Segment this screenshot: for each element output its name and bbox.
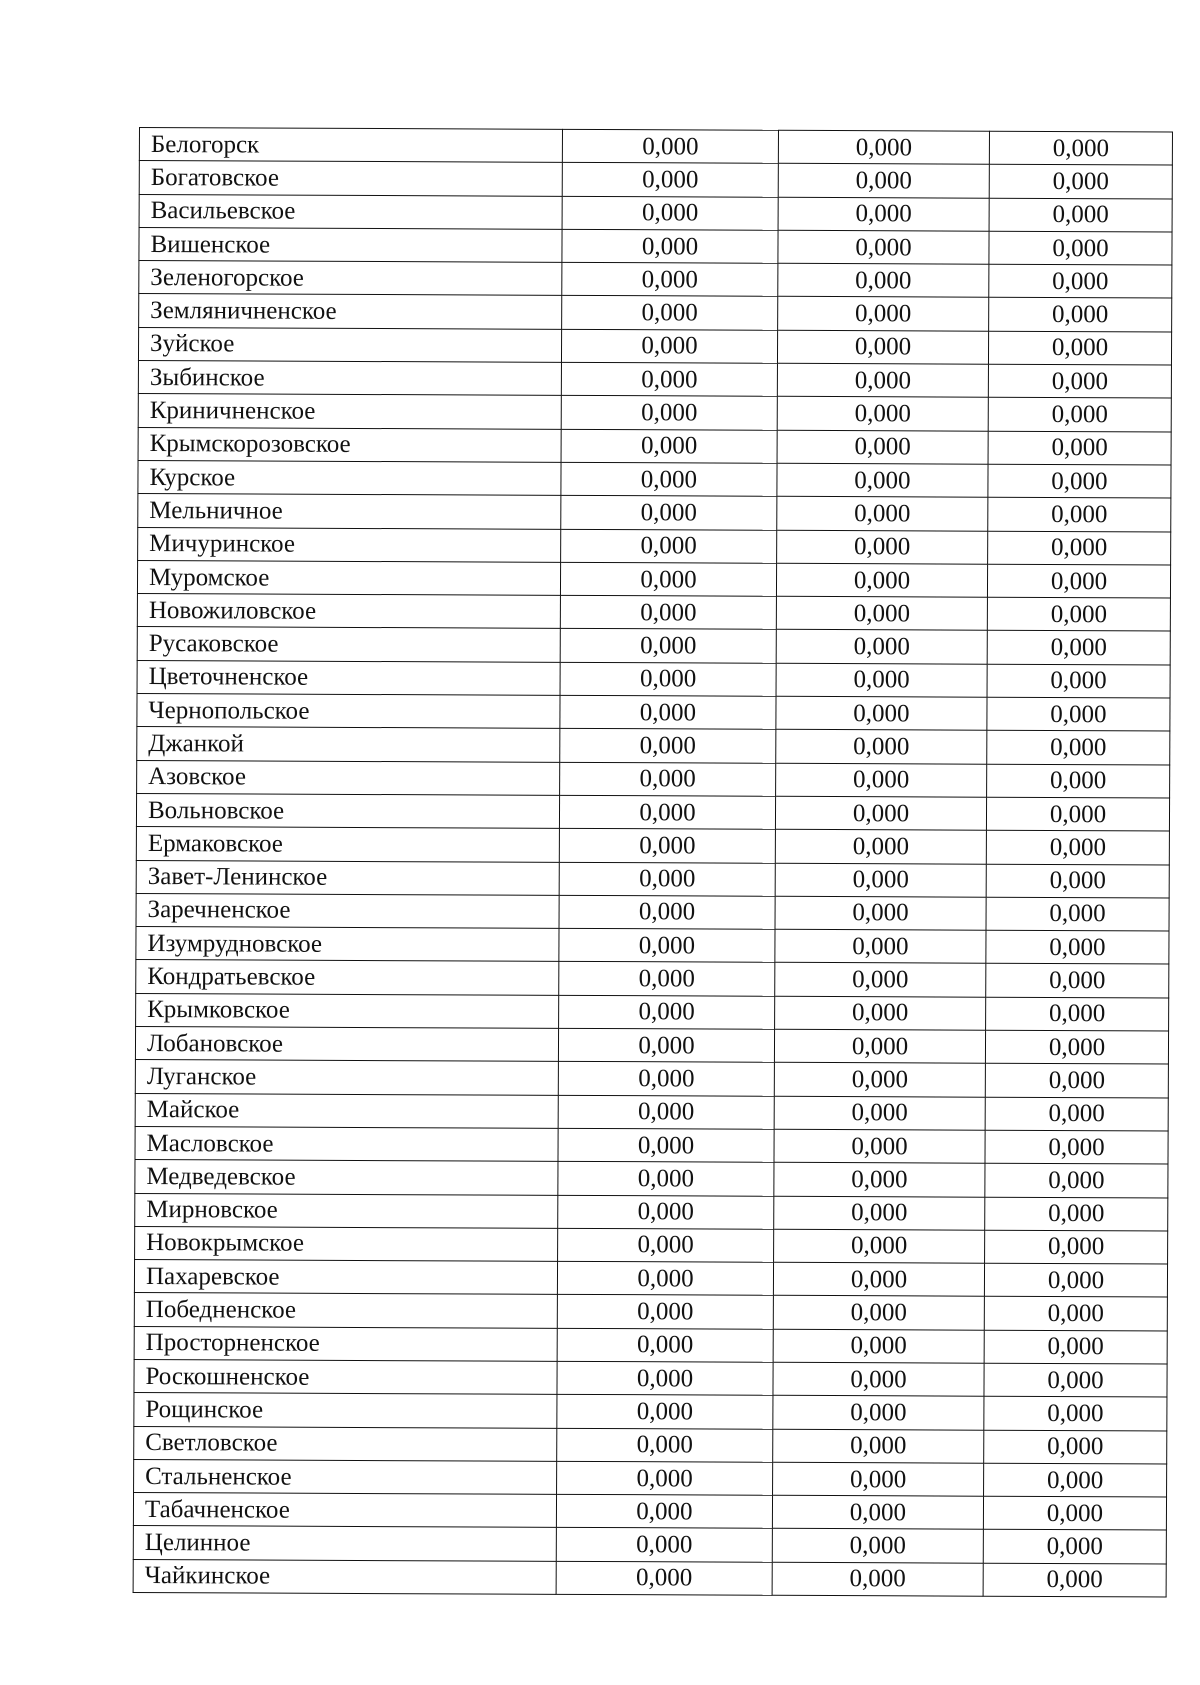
value-cell-1: 0,000	[556, 1528, 772, 1562]
value-cell-1: 0,000	[561, 362, 777, 396]
settlement-name-cell: Муромское	[137, 560, 560, 595]
value-cell-2: 0,000	[778, 230, 989, 264]
table-row	[137, 727, 1170, 765]
value-cell-1: 0,000	[560, 595, 776, 629]
settlement-name-cell: Луганское	[135, 1060, 558, 1095]
table-body	[133, 128, 1172, 1598]
settlement-name-cell: Белогорск	[139, 128, 562, 163]
table-row	[139, 194, 1172, 232]
value-cell-3: 0,000	[984, 1396, 1167, 1430]
settlement-name-cell: Майское	[135, 1093, 558, 1128]
settlement-name-cell: Кондратьевское	[136, 960, 559, 995]
table-row	[133, 1526, 1166, 1564]
value-cell-2: 0,000	[776, 696, 987, 730]
value-cell-2: 0,000	[774, 1196, 985, 1230]
table-row	[137, 560, 1170, 598]
value-cell-1: 0,000	[559, 995, 775, 1029]
value-cell-3: 0,000	[987, 564, 1170, 598]
settlement-name-cell: Чернопольское	[137, 694, 560, 729]
settlement-name-cell: Азовское	[137, 760, 560, 795]
table-row	[139, 294, 1172, 332]
table-row	[133, 1559, 1166, 1597]
value-cell-3: 0,000	[988, 398, 1171, 432]
table-row	[139, 261, 1172, 299]
table-row	[138, 527, 1171, 565]
value-cell-3: 0,000	[983, 1496, 1166, 1530]
value-cell-1: 0,000	[557, 1261, 773, 1295]
data-table	[133, 127, 1173, 1598]
value-cell-1: 0,000	[559, 928, 775, 962]
table-row	[135, 1060, 1168, 1098]
value-cell-1: 0,000	[561, 529, 777, 563]
table-row	[136, 860, 1169, 898]
value-cell-3: 0,000	[988, 497, 1171, 531]
value-cell-3: 0,000	[985, 1030, 1168, 1064]
value-cell-3: 0,000	[984, 1263, 1167, 1297]
table-row	[134, 1459, 1167, 1497]
table-row	[134, 1260, 1167, 1298]
settlement-name-cell: Новокрымское	[135, 1226, 558, 1261]
value-cell-3: 0,000	[986, 864, 1169, 898]
value-cell-2: 0,000	[774, 1063, 985, 1097]
table-row	[138, 427, 1171, 465]
value-cell-1: 0,000	[561, 396, 777, 430]
table-row	[134, 1293, 1167, 1331]
settlement-name-cell: Русаковское	[137, 627, 560, 662]
value-cell-3: 0,000	[985, 1064, 1168, 1098]
value-cell-1: 0,000	[558, 1128, 774, 1162]
value-cell-3: 0,000	[987, 664, 1170, 698]
value-cell-3: 0,000	[987, 764, 1170, 798]
value-cell-1: 0,000	[561, 329, 777, 363]
value-cell-1: 0,000	[561, 462, 777, 496]
value-cell-2: 0,000	[775, 796, 986, 830]
value-cell-3: 0,000	[986, 897, 1169, 931]
value-cell-1: 0,000	[560, 629, 776, 663]
table-row	[133, 1493, 1166, 1531]
value-cell-3: 0,000	[988, 431, 1171, 465]
table-row	[135, 1193, 1168, 1231]
settlement-name-cell: Просторненское	[134, 1326, 557, 1361]
table-row	[134, 1359, 1167, 1397]
value-cell-2: 0,000	[776, 730, 987, 764]
value-cell-1: 0,000	[562, 296, 778, 330]
value-cell-3: 0,000	[987, 697, 1170, 731]
settlement-name-cell: Медведевское	[135, 1160, 558, 1195]
settlement-name-cell: Вольновское	[136, 793, 559, 828]
value-cell-2: 0,000	[773, 1429, 984, 1463]
settlement-name-cell: Мирновское	[135, 1193, 558, 1228]
value-cell-3: 0,000	[988, 531, 1171, 565]
value-cell-3: 0,000	[989, 231, 1172, 265]
settlement-name-cell: Заречненское	[136, 893, 559, 928]
table-row	[138, 394, 1171, 432]
value-cell-3: 0,000	[989, 198, 1172, 232]
value-cell-1: 0,000	[558, 1062, 774, 1096]
value-cell-2: 0,000	[775, 830, 986, 864]
value-cell-1: 0,000	[562, 163, 778, 197]
value-cell-2: 0,000	[778, 197, 989, 231]
value-cell-2: 0,000	[777, 330, 988, 364]
value-cell-2: 0,000	[778, 297, 989, 331]
value-cell-2: 0,000	[774, 1162, 985, 1196]
value-cell-3: 0,000	[983, 1563, 1166, 1597]
settlement-name-cell: Зеленогорское	[139, 261, 562, 296]
table-row	[138, 327, 1171, 365]
value-cell-2: 0,000	[773, 1462, 984, 1496]
table-row	[135, 1226, 1168, 1264]
value-cell-2: 0,000	[775, 996, 986, 1030]
settlement-name-cell: Масловское	[135, 1126, 558, 1161]
value-cell-3: 0,000	[985, 1130, 1168, 1164]
value-cell-3: 0,000	[984, 1430, 1167, 1464]
settlement-name-cell: Мичуринское	[138, 527, 561, 562]
value-cell-3: 0,000	[986, 830, 1169, 864]
settlement-name-cell: Мельничное	[138, 494, 561, 529]
value-cell-2: 0,000	[778, 130, 989, 164]
value-cell-1: 0,000	[562, 129, 778, 163]
value-cell-1: 0,000	[559, 895, 775, 929]
value-cell-1: 0,000	[557, 1395, 773, 1429]
value-cell-2: 0,000	[774, 1096, 985, 1130]
value-cell-1: 0,000	[562, 263, 778, 297]
settlement-name-cell: Светловское	[134, 1426, 557, 1461]
value-cell-3: 0,000	[989, 165, 1172, 199]
table-row	[138, 460, 1171, 498]
settlement-name-cell: Цветочненское	[137, 660, 560, 695]
settlement-name-cell: Зыбинское	[138, 361, 561, 396]
settlement-name-cell: Васильевское	[139, 194, 562, 229]
value-cell-3: 0,000	[984, 1297, 1167, 1331]
settlement-name-cell: Вишенское	[139, 227, 562, 262]
table-row	[139, 227, 1172, 265]
value-cell-1: 0,000	[558, 1162, 774, 1196]
table-row	[135, 1027, 1168, 1065]
value-cell-1: 0,000	[557, 1461, 773, 1495]
value-cell-2: 0,000	[778, 164, 989, 198]
value-cell-3: 0,000	[987, 597, 1170, 631]
settlement-name-cell: Зуйское	[138, 327, 561, 362]
value-cell-1: 0,000	[559, 862, 775, 896]
settlement-name-cell: Криничненское	[138, 394, 561, 429]
value-cell-2: 0,000	[777, 463, 988, 497]
value-cell-3: 0,000	[987, 731, 1170, 765]
value-cell-1: 0,000	[560, 562, 776, 596]
value-cell-3: 0,000	[988, 364, 1171, 398]
value-cell-3: 0,000	[984, 1363, 1167, 1397]
table-row	[135, 1160, 1168, 1198]
settlement-name-cell: Ермаковское	[136, 827, 559, 862]
table-row	[139, 161, 1172, 199]
settlement-name-cell: Крымскорозовское	[138, 427, 561, 462]
table-row	[136, 827, 1169, 865]
value-cell-1: 0,000	[556, 1495, 772, 1529]
value-cell-1: 0,000	[557, 1295, 773, 1329]
table-row	[137, 660, 1170, 698]
value-cell-3: 0,000	[983, 1530, 1166, 1564]
table-row	[134, 1393, 1167, 1431]
value-cell-3: 0,000	[986, 797, 1169, 831]
value-cell-1: 0,000	[560, 662, 776, 696]
value-cell-2: 0,000	[776, 630, 987, 664]
value-cell-2: 0,000	[777, 363, 988, 397]
value-cell-2: 0,000	[774, 1029, 985, 1063]
table-row	[136, 793, 1169, 831]
value-cell-2: 0,000	[776, 663, 987, 697]
value-cell-3: 0,000	[989, 131, 1172, 165]
settlement-name-cell: Чайкинское	[133, 1559, 556, 1594]
table-row	[134, 1326, 1167, 1364]
value-cell-2: 0,000	[775, 929, 986, 963]
value-cell-2: 0,000	[778, 263, 989, 297]
settlement-name-cell: Новожиловское	[137, 594, 560, 629]
value-cell-1: 0,000	[557, 1361, 773, 1395]
table-row	[135, 1126, 1168, 1164]
value-cell-1: 0,000	[562, 196, 778, 230]
settlement-name-cell: Джанкой	[137, 727, 560, 762]
settlement-name-cell: Рощинское	[134, 1393, 557, 1428]
table-row	[136, 960, 1169, 998]
value-cell-2: 0,000	[775, 896, 986, 930]
value-cell-2: 0,000	[773, 1262, 984, 1296]
value-cell-3: 0,000	[987, 631, 1170, 665]
settlement-name-cell: Пахаревское	[134, 1260, 557, 1295]
settlement-name-cell: Роскошненское	[134, 1359, 557, 1394]
settlement-name-cell: Победненское	[134, 1293, 557, 1328]
settlement-name-cell: Стальненское	[134, 1459, 557, 1494]
value-cell-2: 0,000	[774, 1229, 985, 1263]
value-cell-1: 0,000	[557, 1428, 773, 1462]
value-cell-2: 0,000	[774, 1129, 985, 1163]
value-cell-3: 0,000	[986, 997, 1169, 1031]
table-row	[136, 927, 1169, 965]
value-cell-1: 0,000	[559, 962, 775, 996]
value-cell-1: 0,000	[558, 1195, 774, 1229]
value-cell-1: 0,000	[562, 229, 778, 263]
table-row	[137, 627, 1170, 665]
value-cell-3: 0,000	[985, 1230, 1168, 1264]
settlement-name-cell: Курское	[138, 460, 561, 495]
settlement-name-cell: Завет-Ленинское	[136, 860, 559, 895]
value-cell-1: 0,000	[558, 1228, 774, 1262]
value-cell-1: 0,000	[559, 795, 775, 829]
value-cell-3: 0,000	[985, 1163, 1168, 1197]
settlement-name-cell: Богатовское	[139, 161, 562, 196]
value-cell-2: 0,000	[773, 1362, 984, 1396]
value-cell-1: 0,000	[560, 729, 776, 763]
value-cell-2: 0,000	[777, 397, 988, 431]
value-cell-1: 0,000	[559, 829, 775, 863]
value-cell-3: 0,000	[988, 464, 1171, 498]
value-cell-1: 0,000	[556, 1561, 772, 1595]
value-cell-1: 0,000	[561, 496, 777, 530]
table-row	[136, 893, 1169, 931]
settlement-name-cell: Изумрудновское	[136, 927, 559, 962]
value-cell-2: 0,000	[777, 530, 988, 564]
table-row	[139, 128, 1172, 166]
settlement-name-cell: Табачненское	[133, 1493, 556, 1528]
value-cell-2: 0,000	[772, 1495, 983, 1529]
table-row	[135, 1093, 1168, 1131]
value-cell-1: 0,000	[558, 1028, 774, 1062]
value-cell-3: 0,000	[985, 1097, 1168, 1131]
table-row	[138, 361, 1171, 399]
value-cell-2: 0,000	[777, 497, 988, 531]
value-cell-2: 0,000	[772, 1529, 983, 1563]
value-cell-2: 0,000	[776, 563, 987, 597]
value-cell-3: 0,000	[988, 331, 1171, 365]
table-row	[136, 993, 1169, 1031]
value-cell-2: 0,000	[775, 863, 986, 897]
value-cell-3: 0,000	[986, 930, 1169, 964]
value-cell-2: 0,000	[773, 1396, 984, 1430]
table-row	[138, 494, 1171, 532]
value-cell-2: 0,000	[772, 1562, 983, 1596]
value-cell-2: 0,000	[775, 963, 986, 997]
value-cell-2: 0,000	[777, 430, 988, 464]
value-cell-1: 0,000	[558, 1095, 774, 1129]
value-cell-1: 0,000	[561, 429, 777, 463]
settlement-name-cell: Крымковское	[136, 993, 559, 1028]
value-cell-1: 0,000	[557, 1328, 773, 1362]
value-cell-2: 0,000	[776, 763, 987, 797]
value-cell-1: 0,000	[560, 762, 776, 796]
value-cell-3: 0,000	[985, 1197, 1168, 1231]
table-row	[134, 1426, 1167, 1464]
value-cell-3: 0,000	[989, 264, 1172, 298]
table-row	[137, 594, 1170, 632]
value-cell-2: 0,000	[773, 1296, 984, 1330]
value-cell-1: 0,000	[560, 695, 776, 729]
value-cell-3: 0,000	[984, 1463, 1167, 1497]
value-cell-3: 0,000	[984, 1330, 1167, 1364]
value-cell-3: 0,000	[989, 298, 1172, 332]
table-row	[137, 694, 1170, 732]
value-cell-2: 0,000	[773, 1329, 984, 1363]
value-cell-2: 0,000	[776, 596, 987, 630]
settlement-name-cell: Целинное	[133, 1526, 556, 1561]
settlement-name-cell: Лобановское	[135, 1027, 558, 1062]
table-row	[137, 760, 1170, 798]
settlement-name-cell: Земляничненское	[139, 294, 562, 329]
value-cell-3: 0,000	[986, 964, 1169, 998]
